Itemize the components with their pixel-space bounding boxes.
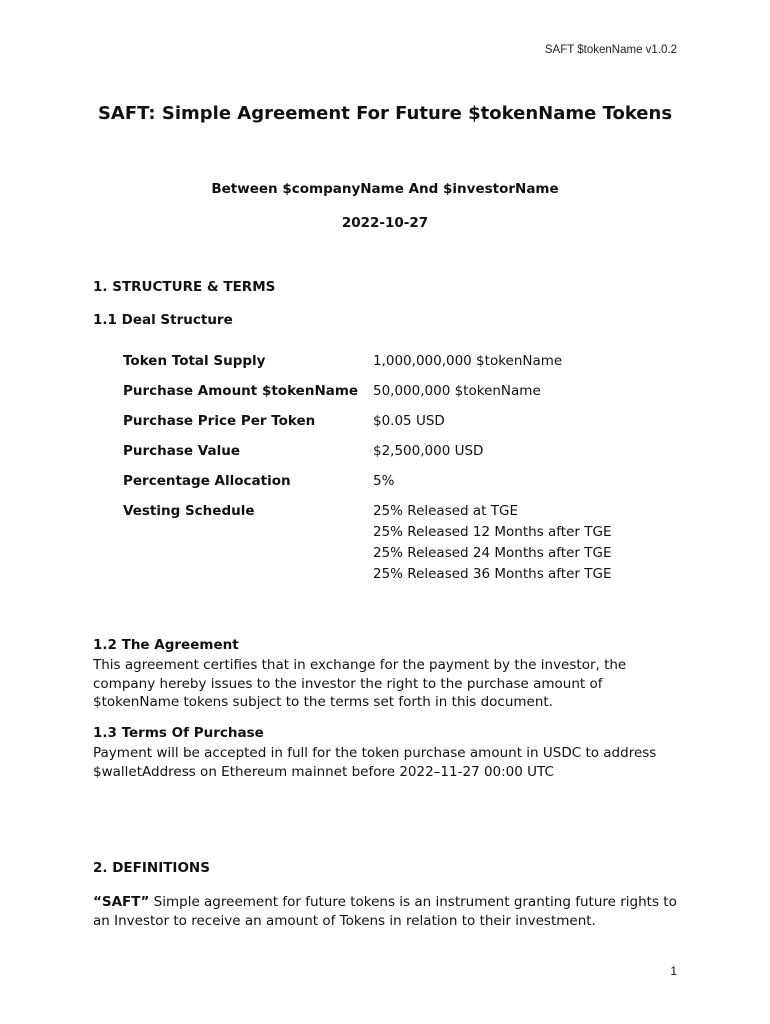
document-title: SAFT: Simple Agreement For Future $tokenName Tokens [97,103,673,124]
deal-value: $2,500,000 USD [373,443,484,459]
deal-label: Purchase Value [123,443,240,459]
deal-label: Purchase Amount $tokenName [123,383,359,399]
deal-value: 5% [373,473,395,489]
version-header: SAFT $tokenName v1.0.2 [544,44,677,56]
deal-label: Purchase Price Per Token [123,413,316,429]
agreement-heading: 1.2 The Agreement [93,637,239,653]
deal-value: 1,000,000,000 $tokenName [373,353,563,369]
vesting-line: 25% Released at TGE [373,503,518,519]
agreement-text: This agreement certifies that in exchange for the payment by the investor, the company hereby issues to the investor the right to the purchase amount of $tokenName tokens subject to the terms set forth in this document. [93,657,627,710]
section-2-heading: 2. DEFINITIONS [93,860,210,876]
deal-row [123,381,643,402]
vesting-label: Vesting Schedule [123,503,255,519]
saft-term: “SAFT” [93,894,150,910]
terms-text: Payment will be accepted in full for the token purchase amount in USDC to address $walletAddress on Ethereum mainnet before 2022–11-27 00:00 UTC [93,745,657,780]
deal-structure-table [123,351,643,594]
deal-row [123,441,643,462]
vesting-schedule [373,501,643,585]
deal-row [123,411,643,432]
deal-label: Percentage Allocation [123,473,291,489]
deal-structure-heading: 1.1 Deal Structure [93,312,233,328]
saft-definition-text: Simple agreement for future tokens is an instrument granting future rights to an Investor to receive an amount of Tokens in relation to their investment. [93,894,677,929]
vesting-line: 25% Released 12 Months after TGE [373,524,612,540]
saft-definition [93,893,683,930]
deal-label: Token Total Supply [123,353,266,369]
vesting-line: 25% Released 36 Months after TGE [373,566,612,582]
section-1-heading: 1. STRUCTURE & TERMS [93,279,276,295]
parties-line: Between $companyName And $investorName [211,181,559,197]
deal-row [123,471,643,492]
deal-row [123,351,643,372]
deal-value: 50,000,000 $tokenName [373,383,541,399]
terms-heading: 1.3 Terms Of Purchase [93,725,264,741]
vesting-line: 25% Released 24 Months after TGE [373,545,612,561]
deal-value: $0.05 USD [373,413,445,429]
page-number: 1 [670,964,677,978]
agreement-date: 2022-10-27 [341,215,429,231]
vesting-row [123,501,643,585]
